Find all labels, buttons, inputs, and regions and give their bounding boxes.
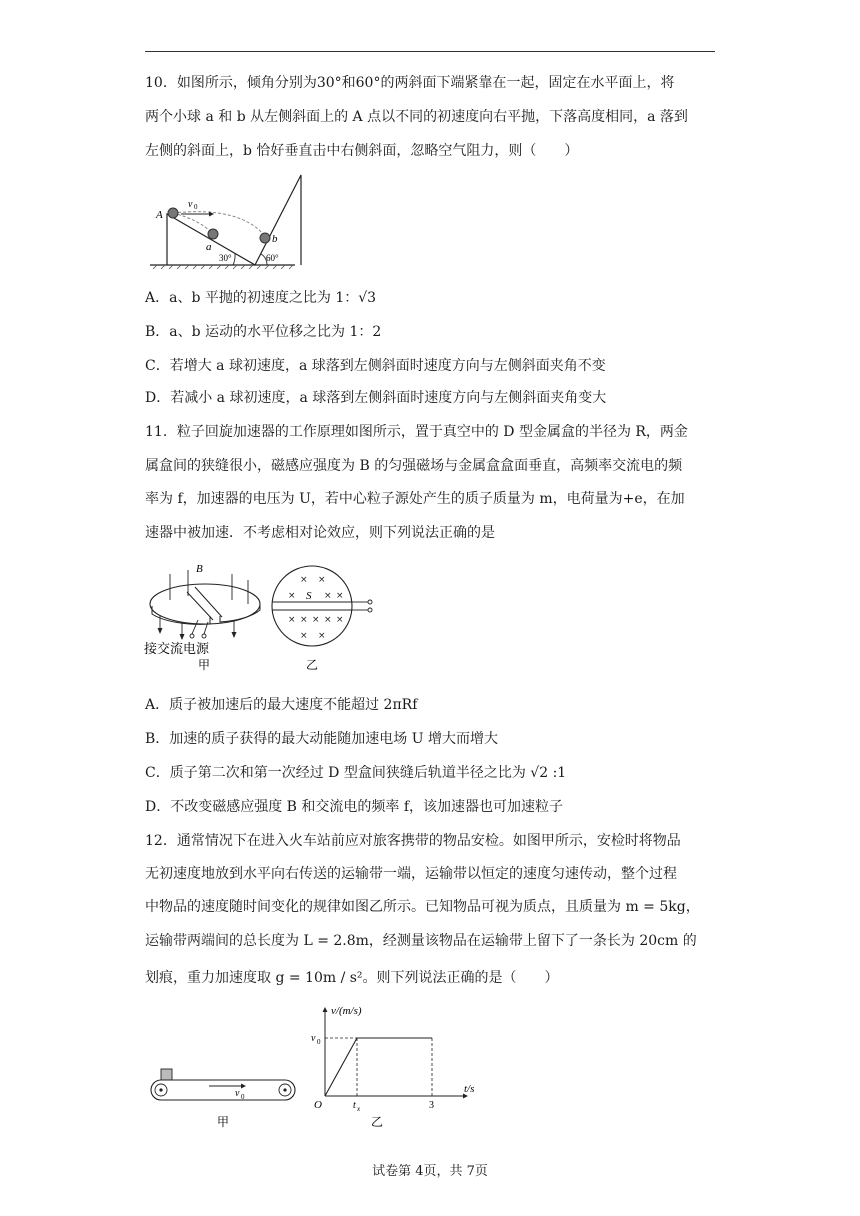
q10-line-1: 10．如图所示，倾角分别为30°和60°的两斜面下端紧靠在一起，固定在水平面上，将 [145, 75, 675, 91]
angle-60: 60° [266, 253, 279, 263]
q11-line-1: 11．粒子回旋加速器的工作原理如图所示，置于真空中的 D 型金属盒的半径为 R，两金 [145, 424, 688, 440]
x-tick-tx: t [353, 1100, 356, 1111]
svg-text:×: × [288, 591, 296, 601]
q10-option-b: B．a、b 运动的水平位移之比为 1：2 [145, 324, 382, 340]
y-tick-v0-sub: 0 [317, 1038, 321, 1046]
belt-v0: v [235, 1088, 240, 1099]
q12-line-3: 中物品的速度随时间变化的规律如图乙所示。已知物品可视为质点，且质量为 m = 5kg， [145, 899, 700, 915]
q10-line-3: 左侧的斜面上，b 恰好垂直击中右侧斜面，忽略空气阻力，则（ ） [145, 143, 579, 159]
svg-text:×: × [300, 575, 308, 585]
caption-yi-graph: 乙 [371, 1115, 384, 1129]
svg-text:×: × [312, 615, 320, 625]
q12-line-1: 12．通常情况下在进入火车站前应对旅客携带的物品安检。如图甲所示，安检时将物品 [145, 833, 681, 849]
q12-line-4: 运输带两端间的总长度为 L = 2.8m，经测量该物品在运输带上留下了一条长为 20cm 的 [145, 933, 697, 949]
label-A: A [156, 209, 163, 221]
ball-start [168, 208, 178, 218]
q11-option-a: A．质子被加速后的最大速度不能超过 2πRf [145, 697, 418, 713]
svg-text:×: × [318, 575, 326, 585]
q12-figure [145, 1000, 485, 1132]
origin-label: O [314, 1099, 322, 1111]
label-v0: v [188, 199, 193, 210]
caption-ac-source: 接交流电源 [144, 642, 210, 657]
q10-figure [145, 170, 305, 270]
q10-option-d: D．若减小 a 球初速度，a 球落到左侧斜面时速度方向与左侧斜面夹角变大 [145, 390, 607, 406]
caption-jia-belt: 甲 [217, 1115, 230, 1129]
svg-text:×: × [288, 615, 296, 625]
svg-text:×: × [336, 591, 344, 601]
label-v0-sub: 0 [194, 203, 198, 211]
angle-30: 30° [219, 253, 232, 263]
x-tick-3: 3 [429, 1100, 434, 1111]
svg-text:×: × [300, 615, 308, 625]
q10-line-2: 两个小球 a 和 b 从左侧斜面上的 A 点以不同的初速度向右平抛，下落高度相同，a 落到 [145, 109, 688, 125]
label-b: b [272, 233, 278, 245]
q11-option-d: D．不改变磁感应强度 B 和交流电的频率 f，该加速器也可加速粒子 [145, 799, 564, 815]
label-S: S [306, 590, 312, 602]
caption-yi: 乙 [306, 658, 319, 672]
svg-text:×: × [336, 615, 344, 625]
belt-v0-sub: 0 [241, 1093, 245, 1101]
q10-option-c: C．若增大 a 球初速度，a 球落到左侧斜面时速度方向与左侧斜面夹角不变 [145, 358, 606, 374]
q11-option-b: B．加速的质子获得的最大动能随加速电场 U 增大而增大 [145, 731, 498, 747]
q11-line-4: 速器中被加速．不考虑相对论效应，则下列说法正确的是 [145, 525, 495, 541]
ball-b [260, 233, 270, 243]
header-rule [145, 51, 715, 52]
q10-option-a: A．a、b 平抛的初速度之比为 1：√3 [145, 290, 377, 306]
q11-figure [140, 560, 380, 675]
label-B: B [196, 563, 203, 575]
q12-line-5: 划痕，重力加速度取 g = 10m / s²。则下列说法正确的是（ ） [145, 970, 559, 986]
q11-line-3: 率为 f，加速器的电压为 U，若中心粒子源处产生的质子质量为 m，电荷量为+e，在加 [145, 491, 685, 507]
y-axis-label: v/(m/s) [331, 1005, 362, 1017]
accel-segment [325, 1038, 357, 1096]
svg-text:×: × [324, 615, 332, 625]
svg-text:×: × [324, 591, 332, 601]
svg-text:×: × [318, 631, 326, 641]
caption-jia: 甲 [198, 658, 211, 672]
ball-a [208, 229, 218, 239]
svg-text:×: × [300, 631, 308, 641]
q11-line-2: 属盒间的狭缝很小，磁感应强度为 B 的匀强磁场与金属盒盒面垂直，高频率交流电的频 [145, 458, 683, 474]
x-axis-label: t/s [464, 1083, 475, 1095]
label-a: a [206, 241, 212, 253]
q11-option-c: C．质子第二次和第一次经过 D 型盒间狭缝后轨道半径之比为 √2 :1 [145, 765, 567, 781]
q12-line-2: 无初速度地放到水平向右传送的运输带一端，运输带以恒定的速度匀速传动，整个过程 [145, 866, 677, 882]
x-tick-tx-sub: x [357, 1105, 361, 1113]
y-tick-v0: v [311, 1033, 316, 1044]
page-footer: 试卷第 4页，共 7页 [372, 1164, 488, 1179]
